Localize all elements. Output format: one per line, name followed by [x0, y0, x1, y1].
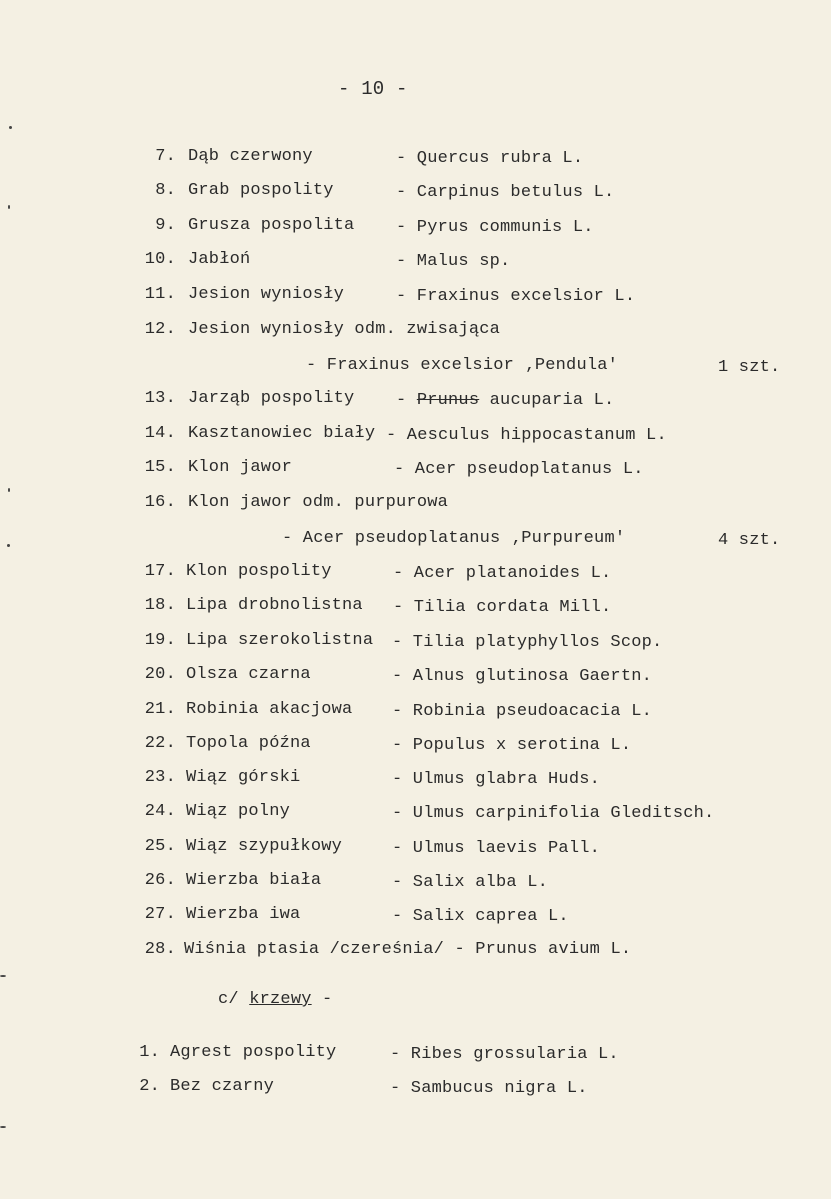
entry-number: 9.	[155, 216, 176, 235]
entry-polish-name: Wiśnia ptasia /czereśnia/ - Prunus avium L.	[184, 940, 632, 959]
entry-latin-name: - Salix caprea L.	[392, 907, 569, 926]
entry-polish-name: Grab pospolity	[188, 181, 334, 200]
entry-polish-name: Klon jawor	[188, 458, 293, 477]
entry-number: 15.	[144, 458, 176, 477]
shrub-polish-name: Agrest pospolity	[170, 1043, 337, 1062]
entry-polish-name: Wiąz górski	[186, 768, 301, 787]
entry-latin-name: - Ulmus carpinifolia Gleditsch.	[392, 804, 715, 823]
scan-speck	[8, 488, 10, 492]
entry-latin-name: - Fraxinus excelsior L.	[396, 287, 636, 306]
entry-number: 24.	[144, 802, 176, 821]
entry-number: 12.	[144, 320, 176, 339]
page-number: - 10 -	[338, 78, 408, 100]
entry-quantity: 4 szt.	[718, 531, 781, 550]
entry-number: 11.	[144, 285, 176, 304]
entry-number: 18.	[144, 596, 176, 615]
entry-polish-name: Topola późna	[186, 734, 311, 753]
scan-speck	[8, 205, 10, 209]
entry-polish-name: Grusza pospolita	[188, 216, 355, 235]
entry-polish-name: Jesion wyniosły	[188, 285, 345, 304]
entry-latin-name: - Fraxinus excelsior ‚Pendula'	[306, 356, 619, 375]
entry-polish-name: Lipa drobnolistna	[186, 596, 363, 615]
latin-rest: aucuparia L.	[479, 391, 615, 410]
entry-number: 25.	[144, 837, 176, 856]
entry-latin-name: - Populus x serotina L.	[392, 736, 632, 755]
entry-polish-name: Wiąz polny	[186, 802, 291, 821]
entry-latin-name	[396, 391, 614, 410]
entry-polish-name: Robinia akacjowa	[186, 700, 353, 719]
entry-latin-name: - Malus sp.	[396, 252, 511, 271]
entry-polish-name: Klon pospolity	[186, 562, 332, 581]
entry-latin-name: - Acer pseudoplatanus L.	[394, 460, 644, 479]
entry-quantity: 1 szt.	[718, 358, 781, 377]
entry-latin-name: - Quercus rubra L.	[396, 149, 584, 168]
shrub-latin-name: - Ribes grossularia L.	[390, 1045, 619, 1064]
entry-number: 13.	[144, 389, 176, 408]
entry-latin-name: - Tilia platyphyllos Scop.	[392, 633, 663, 652]
entry-latin-name: - Carpinus betulus L.	[396, 183, 615, 202]
scan-speck	[0, 975, 6, 977]
entry-number: 28.	[144, 940, 176, 959]
section-suffix: -	[322, 990, 333, 1009]
entry-polish-name: Dąb czerwony	[188, 147, 313, 166]
entry-number: 8.	[155, 181, 176, 200]
entry-polish-name: Kasztanowiec biały	[188, 424, 376, 443]
entry-number: 19.	[144, 631, 176, 650]
entry-number: 20.	[144, 665, 176, 684]
entry-latin-name: - Ulmus laevis Pall.	[392, 839, 601, 858]
entry-number: 23.	[144, 768, 176, 787]
entry-number: 10.	[144, 250, 176, 269]
entry-number: 7.	[155, 147, 176, 166]
section-prefix: c/	[218, 990, 239, 1009]
entry-polish-name: Wierzba biała	[186, 871, 322, 890]
entry-number: 22.	[144, 734, 176, 753]
entry-polish-name: Lipa szerokolistna	[186, 631, 374, 650]
entry-latin-name: - Acer platanoides L.	[393, 564, 612, 583]
entry-polish-name: Olsza czarna	[186, 665, 311, 684]
entry-latin-name: - Salix alba L.	[392, 873, 549, 892]
entry-latin-name: - Robinia pseudoacacia L.	[392, 702, 653, 721]
entry-number: 27.	[144, 905, 176, 924]
entry-latin-name: - Pyrus communis L.	[396, 218, 594, 237]
entry-latin-name: - Ulmus glabra Huds.	[392, 770, 601, 789]
latin-prefix: -	[396, 391, 417, 410]
shrub-polish-name: Bez czarny	[170, 1077, 275, 1096]
section-title: krzewy	[249, 990, 312, 1009]
struck-word: Prunus	[416, 391, 480, 410]
scan-speck	[7, 544, 10, 547]
section-heading	[218, 990, 332, 1009]
entry-number: 16.	[144, 493, 176, 512]
shrub-number: 2.	[139, 1077, 160, 1096]
entry-polish-name: Jabłoń	[188, 250, 251, 269]
scan-speck	[9, 126, 12, 129]
shrub-number: 1.	[139, 1043, 160, 1062]
entry-polish-name: Jesion wyniosły odm. zwisająca	[188, 320, 501, 339]
scan-speck	[0, 1126, 6, 1128]
entry-polish-name: Jarząb pospolity	[188, 389, 355, 408]
entry-latin-name: - Aesculus hippocastanum L.	[386, 426, 667, 445]
entry-number: 26.	[144, 871, 176, 890]
entry-number: 14.	[144, 424, 176, 443]
entry-number: 17.	[144, 562, 176, 581]
entry-number: 21.	[144, 700, 176, 719]
entry-polish-name: Wiąz szypułkowy	[186, 837, 343, 856]
entry-latin-name: - Tilia cordata Mill.	[393, 598, 612, 617]
shrub-latin-name: - Sambucus nigra L.	[390, 1079, 588, 1098]
entry-latin-name: - Acer pseudoplatanus ‚Purpureum'	[282, 529, 626, 548]
entry-polish-name: Klon jawor odm. purpurowa	[188, 493, 449, 512]
entry-latin-name: - Alnus glutinosa Gaertn.	[392, 667, 653, 686]
entry-polish-name: Wierzba iwa	[186, 905, 301, 924]
